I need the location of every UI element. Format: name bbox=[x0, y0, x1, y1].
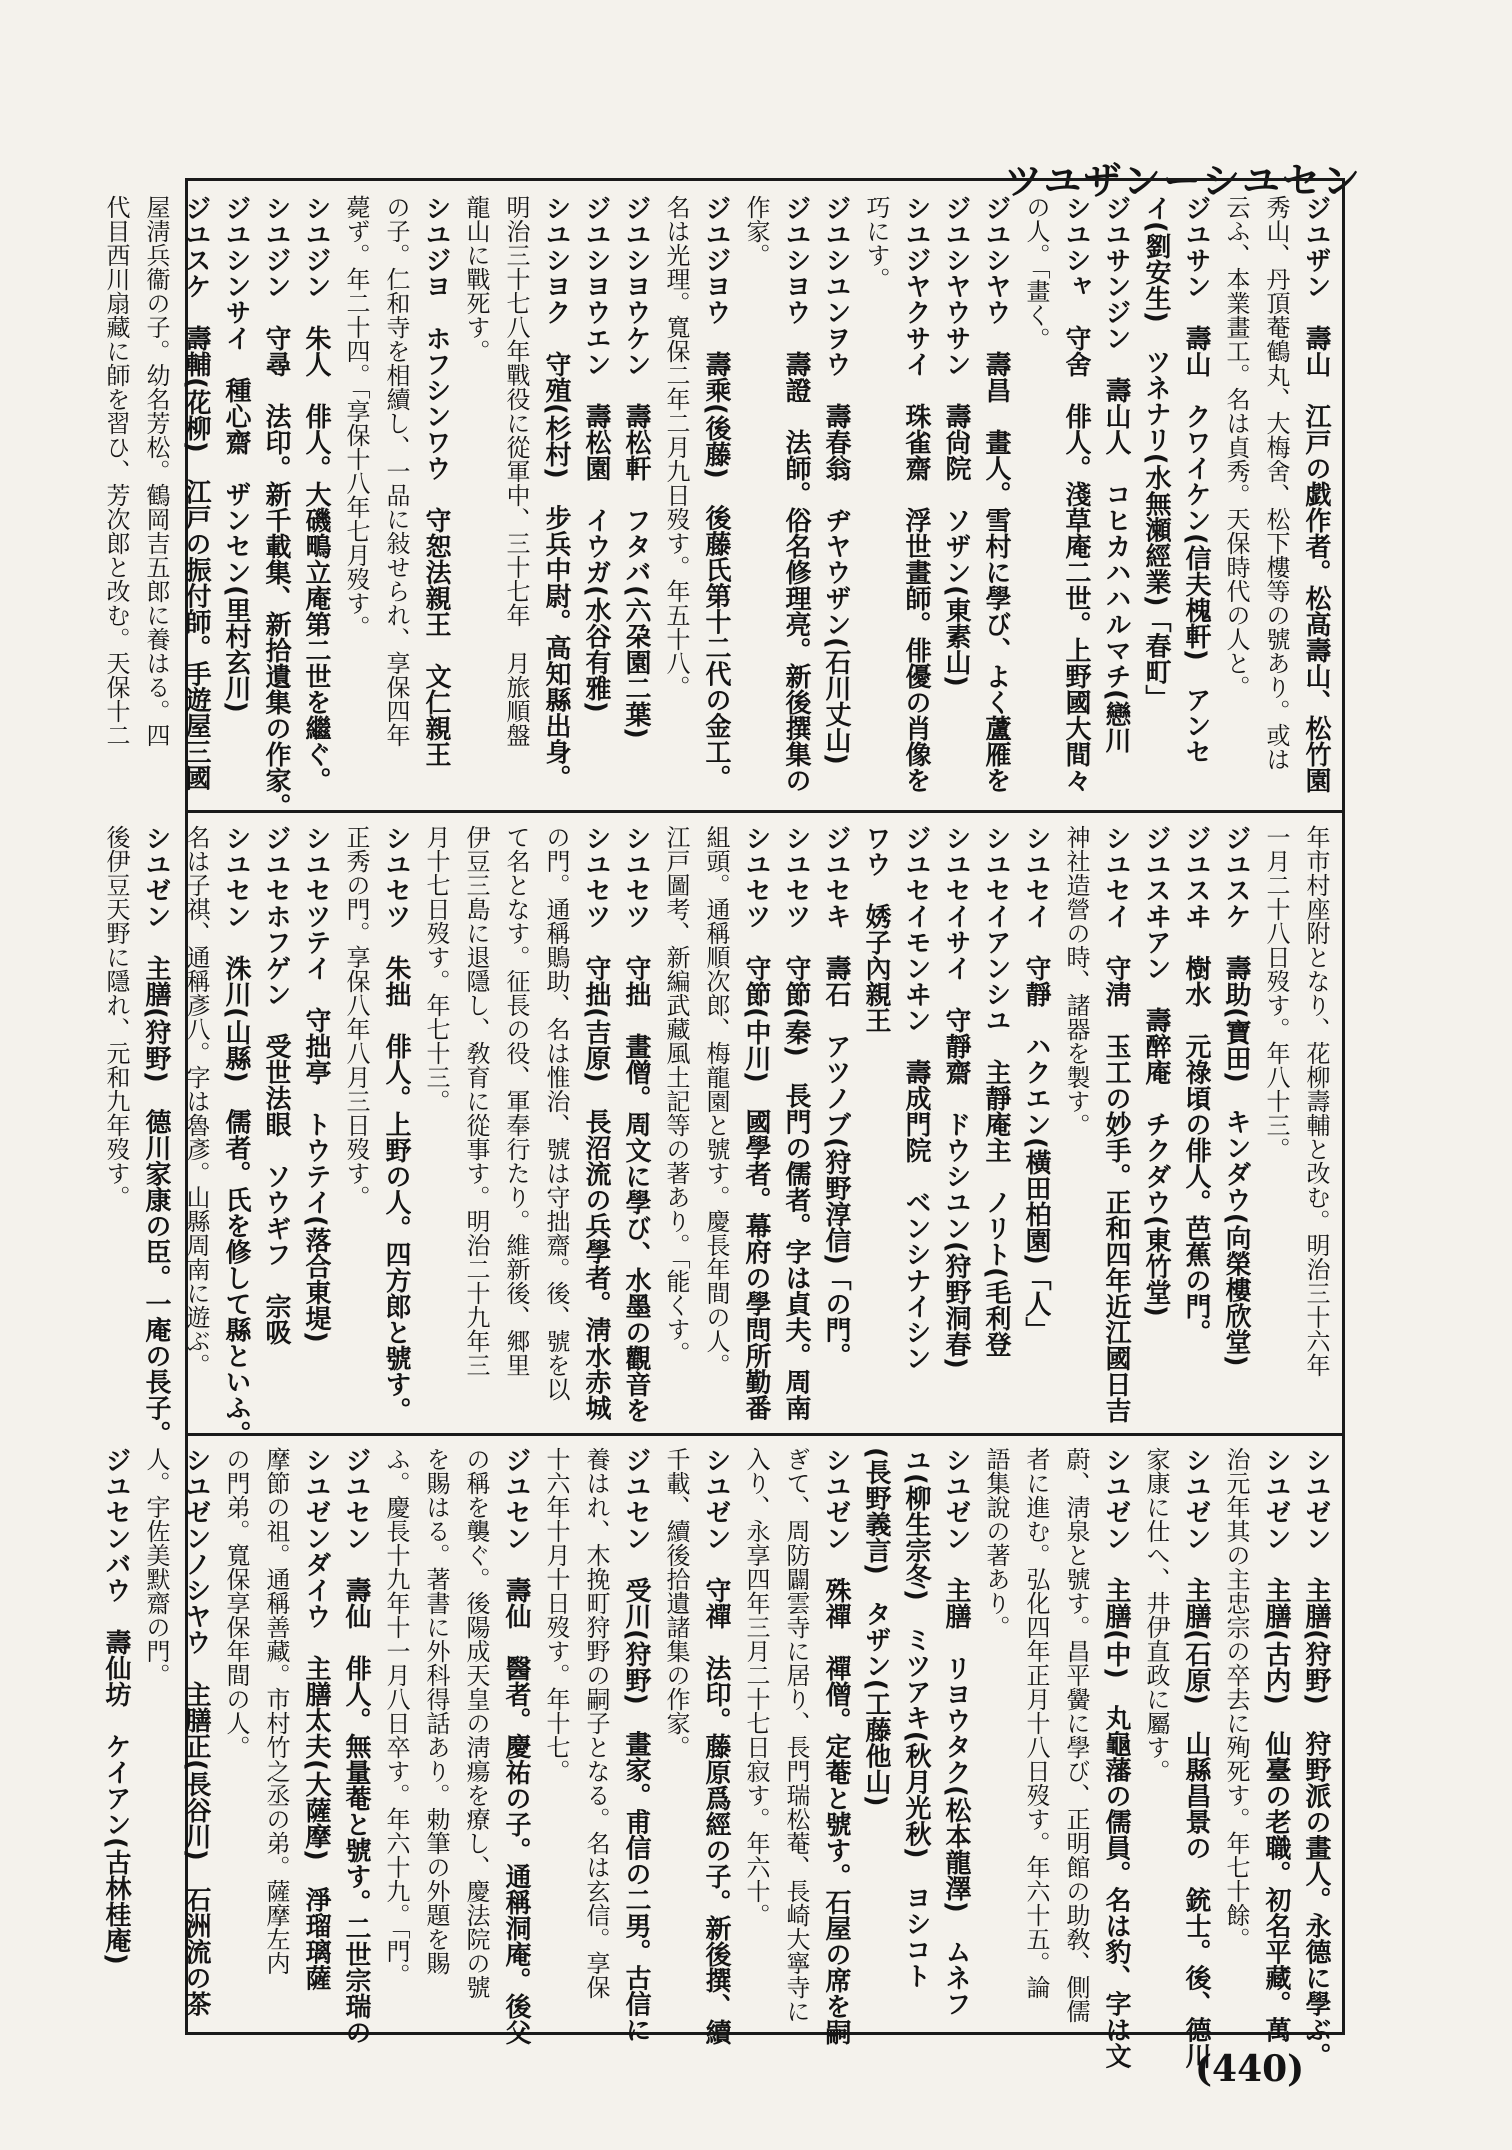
entry-text-column: 名は光理。寬保二年二月九日歿す。年五十八。 bbox=[662, 195, 690, 699]
entry-headword-column: シユゼン 主膳(古内) 仙臺の老職。初名平藏。萬 bbox=[1261, 1447, 1291, 2043]
entry-headword-column: ジユザン 壽山 江戸の戯作者。松高壽山、松竹園 bbox=[1301, 195, 1331, 793]
entry-text-column: 明治三十七八年戰役に從軍中、三十七年 月旅順盤 bbox=[502, 195, 530, 747]
entry-headword-column: シユセイアンシユ 主靜庵主 ノリト(毛利登 bbox=[981, 825, 1011, 1357]
entry-headword-column: ジユスケ 壽助(寶田) キンダウ(向榮樓欣堂) bbox=[1221, 825, 1251, 1367]
entry-headword-column: シユセツ 守拙(吉原) 長沼流の兵學者。淸水赤城 bbox=[581, 825, 611, 1421]
entry-text-column: 龍山に戰死す。 bbox=[462, 195, 490, 363]
entry-text-column: の門弟。寬保享保年間の人。 bbox=[222, 1447, 250, 1759]
entry-headword-column: シユゼン 主膳(狩野) 德川家康の臣。一庵の長子。 bbox=[141, 825, 171, 1447]
entry-headword-column: ワウ 㛢子內親王 bbox=[861, 825, 891, 1033]
entry-headword-column: シユゼン 主膳(中) 丸龜藩の儒員。名は豹、字は文 bbox=[1101, 1447, 1131, 2069]
entry-text-column: 蔚、淸泉と號す。昌平黌に學び、正明館の助敎、側儒 bbox=[1062, 1447, 1090, 2023]
entry-text-column: 月十七日歿す。年七十三。 bbox=[422, 825, 450, 1113]
entry-headword-column: シユゼン 主膳(石原) 山縣昌景の 銃士。後、德川 bbox=[1181, 1447, 1211, 2069]
entry-headword-column: ジユシヨウケン 壽松軒 フタバ(六朶園二葉) bbox=[621, 195, 651, 739]
entry-headword-column: ジユセンバウ 壽仙坊 ケイアン(古林桂庵) bbox=[101, 1447, 131, 1965]
entry-text-column: の稱を襲ぐ。後陽成天皇の淸瘍を療し、慶法院の號 bbox=[462, 1447, 490, 1999]
entry-text-column: を賜はる。著書に外科得話あり。勅筆の外題を賜 bbox=[422, 1447, 450, 1975]
entry-text-column: て名となす。征長の役、軍奉行たり。維新後、郷里 bbox=[502, 825, 530, 1377]
entry-text-column: 巧にす。 bbox=[862, 195, 890, 291]
entry-text-column: ぎて、周防闢雲寺に居り、長門瑞松菴、長崎大寧寺に bbox=[782, 1447, 810, 2023]
entry-text-column: 代目西川扇藏に師を習ひ、芳次郎と改む。天保十二 bbox=[102, 195, 130, 747]
entry-text-column: 治元年其の主忠宗の卒去に殉死す。年七十餘。 bbox=[1222, 1447, 1250, 1951]
entry-headword-column: ジユスヰ 樹水 元祿頃の俳人。芭蕉の門。 bbox=[1181, 825, 1211, 1345]
entry-text-column: 伊豆三島に退隱し、敎育に從事す。明治二十九年三 bbox=[462, 825, 490, 1377]
entry-headword-column: ジユシヨウ 壽證 法師。俗名修理亮。新後撰集の bbox=[781, 195, 811, 793]
entry-text-column: の人。「畫く。 bbox=[1022, 195, 1050, 351]
entry-text-column: 江戸圖考、新編武藏風土記等の著あり。「能くす。 bbox=[662, 825, 690, 1365]
entry-headword-column: シユゼンノシヤウ 主膳正(長谷川) 石洲流の茶 bbox=[181, 1447, 211, 2017]
entry-headword-column: シユゼン 主膳(狩野) 狩野派の畫人。永德に學ぶ。 bbox=[1301, 1447, 1331, 2069]
page-number: (440) bbox=[1195, 2048, 1305, 2090]
entry-text-column: 摩節の祖。通稱善藏。市村竹之丞の弟。薩摩左内 bbox=[262, 1447, 290, 1975]
entry-headword-column: ジユセキ 壽石 アツノブ(狩野淳信)「の門。 bbox=[821, 825, 851, 1369]
entry-headword-column: シユゼン 主膳 リヨウタク(松本龍澤) ムネフ bbox=[941, 1447, 971, 2017]
entry-headword-column: シユセツ 守節(秦) 長門の儒者。字は貞夫。周南 bbox=[781, 825, 811, 1421]
entry-headword-column: ジユスヰアン 壽醉庵 チクダウ(東竹堂) bbox=[1141, 825, 1171, 1317]
entry-text-column: 十六年十月十日歿す。年十七。 bbox=[542, 1447, 570, 1783]
entry-text-column: 千載、續後拾遺諸集の作家。 bbox=[662, 1447, 690, 1759]
entry-text-column: 語集說の著あり。 bbox=[982, 1447, 1010, 1639]
entry-headword-column: シユジン 朱人 俳人。大磯鴫立庵第二世を繼ぐ。 bbox=[301, 195, 331, 793]
entry-headword-column: シユセイ 守靜 ハクエン(橫田柏園)「人」 bbox=[1021, 825, 1051, 1343]
entry-headword-column: シユセツ 朱拙 俳人。上野の人。四方郎と號す。 bbox=[381, 825, 411, 1423]
entry-text-column: 後伊豆天野に隱れ、元和九年歿す。 bbox=[102, 825, 130, 1209]
entry-text-column: 家康に仕へ、井伊直政に屬す。 bbox=[1142, 1447, 1170, 1783]
entry-headword-column: ジユシヤウ 壽昌 畫人。雪村に學び、よく蘆雁を bbox=[981, 195, 1011, 793]
entry-headword-column: ジユスケ 壽輔(花柳) 江戸の振付師。手遊屋三國 bbox=[181, 195, 211, 791]
entry-headword-column: シユセツ 守節(中川) 國學者。幕府の學問所勤番 bbox=[741, 825, 771, 1421]
entry-headword-column: ジユシヤウサン 壽尙院 ソザン(東素山) bbox=[941, 195, 971, 687]
entry-headword-column: シユジン 守尋 法印。新千載集、新拾遺集の作家。 bbox=[261, 195, 291, 819]
entry-headword-column: (長野義言) タザン(工藤他山) bbox=[861, 1447, 891, 1807]
entry-text-column: 云ふ、本業畫工。名は貞秀。天保時代の人と。 bbox=[1222, 195, 1250, 699]
entry-headword-column: ジユセホフゲン 受世法眼 ソウギフ 宗吸 bbox=[261, 825, 291, 1345]
entry-headword-column: ジユシユンヲウ 壽春翁 ヂヤウザン(石川丈山) bbox=[821, 195, 851, 765]
entry-headword-column: ジユシンサイ 種心齋 ザンセン(里村玄川) bbox=[221, 195, 251, 713]
entry-headword-column: イ(劉安生) ツネナリ(水無瀬經業)「春町」 bbox=[1141, 195, 1171, 711]
entry-headword-column: ジユセン 壽仙 醫者。慶祐の子。通稱洞庵。後父 bbox=[501, 1447, 531, 2045]
entry-section-top bbox=[102, 195, 1336, 819]
entry-headword-column: シユシヨク 守殖(杉村) 步兵中尉。高知縣出身。 bbox=[541, 195, 571, 791]
entry-headword-column: シユセン 洙川(山縣) 儒者。氏を修して縣といふ。 bbox=[221, 825, 251, 1447]
entry-headword-column: シユジヤクサイ 珠雀齋 浮世畫師。俳優の肖像を bbox=[901, 195, 931, 793]
entry-headword-column: ユ(柳生宗冬) ミツアキ(秋月光秋) ヨシコト bbox=[901, 1447, 931, 1989]
entry-headword-column: ジユサン 壽山 クワイケン(信夫槐軒) アンセ bbox=[1181, 195, 1211, 765]
entry-text-column: 薨ず。年二十四。「享保十八年七月歿す。 bbox=[342, 195, 370, 639]
entry-headword-column: シユセイ 守淸 玉工の妙手。正和四年近江國日吉 bbox=[1101, 825, 1131, 1423]
entry-text-column: 養はれ、木挽町狩野の嗣子となる。名は玄信。享保 bbox=[582, 1447, 610, 1999]
entry-text-column: 組頭。通稱順次郎、梅龍園と號す。慶長年間の人。 bbox=[702, 825, 730, 1377]
entry-text-column: 者に進む。弘化四年正月十八日歿す。年六十五。論 bbox=[1022, 1447, 1050, 1999]
entry-text-column: 人。宇佐美默齋の門。 bbox=[142, 1447, 170, 1687]
entry-text-column: 屋淸兵衞の子。幼名芳松。鶴岡吉五郎に養はる。四 bbox=[142, 195, 170, 747]
entry-headword-column: ジユサンジン 壽山人 コヒカハハルマチ(戀川 bbox=[1101, 195, 1131, 753]
entry-headword-column: ジユシヨウエン 壽松園 イウガ(水谷有雅) bbox=[581, 195, 611, 713]
entry-text-column: 年市村座附となり、花柳壽輔と改む。明治三十六年 bbox=[1302, 825, 1330, 1377]
entry-headword-column: シユゼン 守禪 法印。藤原爲經の子。新後撰、續 bbox=[701, 1447, 731, 2045]
entry-headword-column: シユセツ 守拙 畫僧。周文に學び、水墨の觀音を bbox=[621, 825, 651, 1423]
page-header: ツユザンーシユセン bbox=[1004, 159, 1362, 203]
entry-headword-column: シユゼンダイウ 主膳太夫(大薩摩) 淨瑠璃薩 bbox=[301, 1447, 331, 1991]
entry-text-column: 作家。 bbox=[742, 195, 770, 267]
entry-text-column: 一月二十八日歿す。年八十三。 bbox=[1262, 825, 1290, 1161]
entry-text-column: の子。仁和寺を相續し、一品に敍せられ、享保四年 bbox=[382, 195, 410, 747]
section-divider bbox=[188, 1433, 1342, 1436]
entry-headword-column: ジユセン 受川(狩野) 畫家。甫信の二男。古信に bbox=[621, 1447, 651, 2043]
entry-text-column: 名は子祺、通稱彥八。字は魯彥。山縣周南に遊ぶ。 bbox=[182, 825, 210, 1377]
entry-headword-column: ジユセイモンヰン 壽成門院 ベンシナイシン bbox=[901, 825, 931, 1371]
entry-headword-column: シユセツテイ 守拙亭 トウテイ(落合東堤) bbox=[301, 825, 331, 1343]
entry-text-column: 入り、永享四年三月二十七日寂す。年六十。 bbox=[742, 1447, 770, 1927]
entry-headword-column: ジユセン 壽仙 俳人。無量菴と號す。二世宗瑞の bbox=[341, 1447, 371, 2045]
entry-section-middle bbox=[102, 825, 1336, 1447]
entry-headword-column: シユシャ 守舍 俳人。淺草庵二世。上野國大間々 bbox=[1061, 195, 1091, 793]
entry-text-column: 正秀の門。享保八年八月三日歿す。 bbox=[342, 825, 370, 1209]
section-divider bbox=[188, 810, 1342, 813]
entry-text-column: 秀山、丹頂菴鶴丸、大梅舍、松下樓等の號あり。或は bbox=[1262, 195, 1290, 771]
entry-headword-column: シユゼン 殊禪 禪僧。定菴と號す。石屋の席を嗣 bbox=[821, 1447, 851, 2045]
entry-text-column: の門。通稱鵙助、名は惟治、號は守拙齋。後、號を以 bbox=[542, 825, 570, 1401]
entry-text-column: ふ。慶長十九年十一月八日卒す。年六十九。「門。 bbox=[382, 1447, 410, 1987]
entry-headword-column: ジユジヨウ 壽乘(後藤) 後藤氏第十二代の金工。 bbox=[701, 195, 731, 791]
entry-headword-column: シユジヨ ホフシンワウ 守恕法親王 文仁親王 bbox=[421, 195, 451, 767]
entry-headword-column: シユセイサイ 守靜齋 ドウシユン(狩野洞春) bbox=[941, 825, 971, 1369]
entry-text-column: 神社造營の時、諸器を製す。 bbox=[1062, 825, 1090, 1137]
